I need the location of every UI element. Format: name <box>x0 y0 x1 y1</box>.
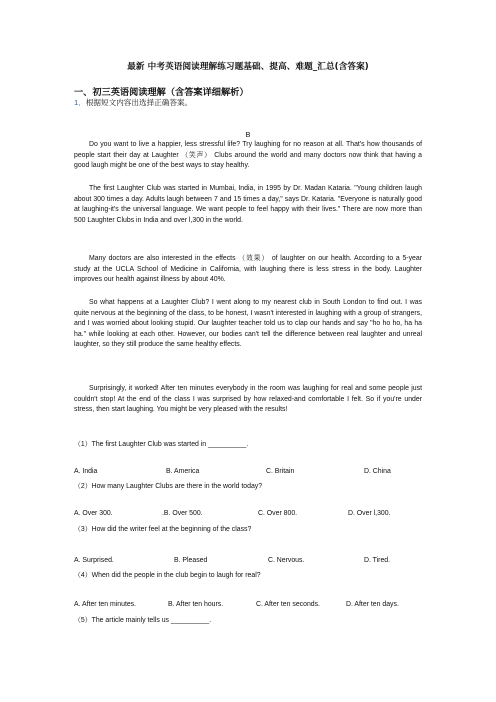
option-b[interactable]: B. Pleased <box>174 557 208 564</box>
option-d[interactable]: D. Over l,300. <box>348 510 391 517</box>
option-a[interactable]: A. Over 300. <box>74 510 113 517</box>
paragraph-3: Many doctors are also interested in the effects （效果） of laughter on our health. According to a 5-year study at the UCLA School of Medicine in California, with laughing there is less stress in the body. Laughter improves our health against illness by about 40%. <box>74 255 422 284</box>
document-title: 最新 中考英语阅读理解练习题基础、提高、难题_汇总(含答案) <box>127 62 369 72</box>
question-1-stem: （1）The first Laughter Club was started in __________. <box>74 441 249 448</box>
instruction-text: 根据短文内容出选择正确答案。 <box>85 98 193 107</box>
option-c[interactable]: C. Over 800. <box>258 510 298 517</box>
question-2-stem: （2）How many Laughter Clubs are there in the world today? <box>74 483 263 490</box>
option-a[interactable]: A. After ten minutes. <box>74 601 137 608</box>
paragraph-2: The first Laughter Club was started in Mumbai, India, in 1995 by Dr. Madan Kataria. "Young children laugh about 300 times a day. Adults laugh between 7 and 15 times a day," says Dr. Kataria. "Everyone is naturally good at laughing-it's the universal language. We want people to feel happy with their lives." There are now more than 500 Laughter Clubs in India and over l,300 in the world. <box>74 185 422 224</box>
option-c[interactable]: C. After ten seconds. <box>256 601 320 608</box>
option-d[interactable]: D. China <box>364 468 391 475</box>
option-b[interactable]: B. America <box>166 468 200 475</box>
option-a[interactable]: A. Surprised. <box>74 557 114 564</box>
question-3-stem: （3）How did the writer feel at the beginning of the class? <box>74 526 252 533</box>
option-c[interactable]: C. Nervous. <box>268 557 305 564</box>
option-b[interactable]: B. After ten hours. <box>168 601 224 608</box>
paragraph-5: Surprisingly, it worked! After ten minutes everybody in the room was laughing for real and some people just couldn't stop! At the end of the class I was surprised by how relaxed-and comfortable I felt. So if you're under stress, then start laughing. You might be very pleased with the results! <box>74 385 422 414</box>
option-b[interactable]: .B. Over 500. <box>162 510 203 517</box>
option-d[interactable]: D. After ten days. <box>346 601 399 608</box>
paragraph-1: Do you want to live a happier, less stressful life? Try laughing for no reason at all. That's how thousands of people start their day at Laughter （笑声） Clubs around the world and many doctors now think that having a good laugh might be one of the best ways to stay healthy. <box>74 141 422 170</box>
passage-letter: B <box>245 130 251 139</box>
option-c[interactable]: C. Britain <box>266 468 295 475</box>
instruction <box>74 97 192 108</box>
option-d[interactable]: D. Tired. <box>364 557 391 564</box>
paragraph-4: So what happens at a Laughter Club? I went along to my nearest club in South London to find out. I was quite nervous at the beginning of the class, to be honest, I wasn't interested in laughing with a group of strangers, and I was worried about looking stupid. Our laughter teacher told us to clap our hands and say "ho ho ho, ha ha ha." while looking at each other. However, our bodies can't tell the difference between real laughter and unreal laughter, so they still produce the same healthy effects. <box>74 299 422 349</box>
section-heading: 一、初三英语阅读理解（含答案详细解析） <box>74 87 249 98</box>
question-4-stem: （4）When did the people in the club begin to laugh for real? <box>74 572 261 579</box>
question-5-stem: （5）The article mainly tells us __________. <box>74 617 212 624</box>
option-a[interactable]: A. India <box>74 468 98 475</box>
instruction-number: 1． <box>74 98 86 107</box>
